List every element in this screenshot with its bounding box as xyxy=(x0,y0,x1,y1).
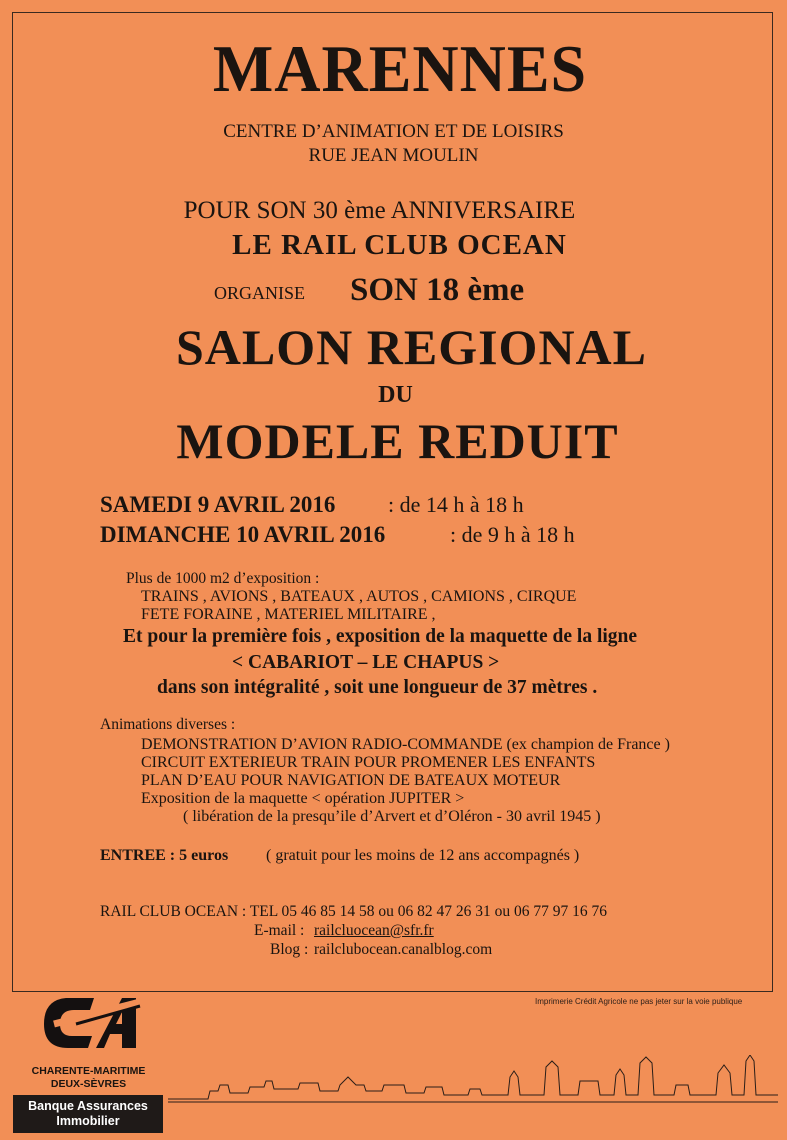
blog-address[interactable]: railclubocean.canalblog.com xyxy=(314,941,493,958)
region-line-2: DEUX-SÈVRES xyxy=(50,1078,127,1090)
animation-item-3: PLAN D’EAU POUR NAVIGATION DE BATEAUX MOTEUR xyxy=(141,772,561,789)
day1-date: SAMEDI 9 AVRIL 2016 xyxy=(100,492,336,517)
highlight-line-1: Et pour la première fois , exposition de la maquette de la ligne xyxy=(123,626,638,647)
day2-hours: : de 9 h à 18 h xyxy=(450,522,575,547)
animation-item-1: DEMONSTRATION D’AVION RADIO-COMMANDE (ex champion de France ) xyxy=(141,736,670,753)
day1-hours: : de 14 h à 18 h xyxy=(388,492,524,517)
contact-phones: RAIL CLUB OCEAN : TEL 05 46 85 14 58 ou 06 82 47 26 31 ou 06 77 97 16 76 xyxy=(100,903,608,920)
club-name: LE RAIL CLUB OCEAN xyxy=(232,229,567,261)
town-title: MARENNES xyxy=(212,31,588,106)
animation-item-5: ( libération de la presqu’ile d’Arvert et d’Oléron - 30 avril 1945 ) xyxy=(183,808,601,825)
highlight-line-3: dans son intégralité , soit une longueur de 37 mètres . xyxy=(157,677,598,698)
banque-banner xyxy=(13,1095,163,1133)
animations-intro: Animations diverses : xyxy=(100,716,236,733)
modele-title: MODELE REDUIT xyxy=(176,413,619,469)
credit-agricole-logo xyxy=(36,990,146,1060)
animation-item-2: CIRCUIT EXTERIEUR TRAIN POUR PROMENER LES ENFANTS xyxy=(141,754,596,771)
du-label: DU xyxy=(378,382,413,408)
exhibition-items-1: TRAINS , AVIONS , BATEAUX , AUTOS , CAMIONS , CIRQUE xyxy=(141,588,577,605)
salon-title: SALON REGIONAL xyxy=(175,319,648,375)
venue-line-1: CENTRE D’ANIMATION ET DE LOISIRS xyxy=(223,121,564,142)
banner-line-1: Banque Assurances xyxy=(28,1099,148,1113)
blog-label: Blog : xyxy=(270,941,309,958)
region-line-1: CHARENTE-MARITIME xyxy=(31,1065,146,1077)
anniversary-line: POUR SON 30 ème ANNIVERSAIRE xyxy=(183,197,576,224)
venue-line-2: RUE JEAN MOULIN xyxy=(308,145,479,166)
banner-line-2: Immobilier xyxy=(56,1114,120,1128)
entry-price: ENTREE : 5 euros xyxy=(100,847,229,864)
animation-item-4: Exposition de la maquette < opération JUPITER > xyxy=(141,790,465,807)
day2-date: DIMANCHE 10 AVRIL 2016 xyxy=(100,522,386,547)
skyline-illustration xyxy=(168,1055,778,1105)
exhibition-items-2: FETE FORAINE , MATERIEL MILITAIRE , xyxy=(141,606,436,623)
email-label: E-mail : xyxy=(254,922,305,939)
email-link[interactable] xyxy=(314,922,434,940)
email-address[interactable]: railcluocean@sfr.fr xyxy=(314,922,434,939)
organise-label: ORGANISE xyxy=(214,283,306,303)
edition-label: SON 18 ème xyxy=(350,272,525,308)
entry-note: ( gratuit pour les moins de 12 ans accompagnés ) xyxy=(266,847,580,864)
exhibition-intro: Plus de 1000 m2 d’exposition : xyxy=(126,570,320,587)
printer-note: Imprimerie Crédit Agricole ne pas jeter sur la voie publique xyxy=(535,997,743,1006)
highlight-line-2: < CABARIOT – LE CHAPUS > xyxy=(232,652,500,673)
